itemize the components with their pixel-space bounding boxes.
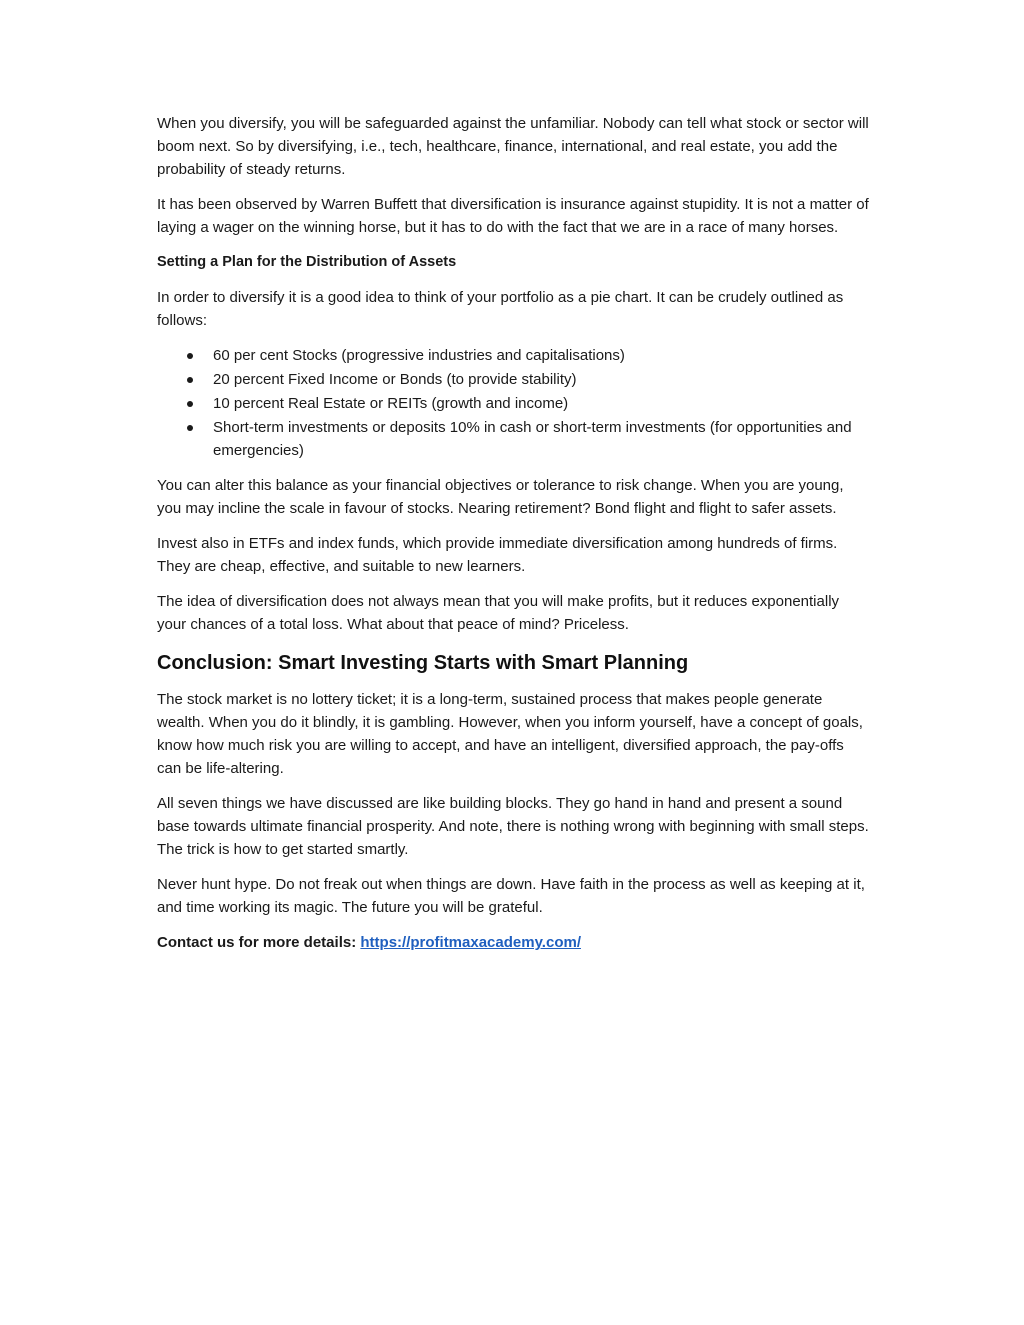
conclusion-heading: Conclusion: Smart Investing Starts with Smart Planning — [157, 652, 689, 674]
conclusion-paragraph-1: The stock market is no lottery ticket; it is a long-term, sustained process that makes people generate wealth. When you do it blindly, it is gambling. However, when you inform yourself, have a concept of goals, know how much risk you are willing to accept, and have an intelligent, diversified approach, the pay-offs can be life-altering. — [157, 691, 863, 777]
section-subheading: Setting a Plan for the Distribution of Assets — [157, 254, 457, 270]
etf-paragraph: Invest also in ETFs and index funds, which provide immediate diversification among hundreds of firms. They are cheap, effective, and suitable to new learners. — [157, 535, 838, 575]
list-item — [213, 344, 869, 367]
list-item-text: 60 per cent Stocks (progressive industries and capitalisations) — [213, 347, 625, 364]
balance-paragraph: You can alter this balance as your financial objectives or tolerance to risk change. When you are young, you may incline the scale in favour of stocks. Nearing retirement? Bond flight and flight to safer assets. — [157, 477, 844, 517]
contact-line — [157, 931, 869, 954]
list-item — [213, 392, 869, 415]
list-item — [213, 368, 869, 391]
contact-link[interactable]: https://profitmaxacademy.com/ — [360, 934, 581, 951]
document-page — [157, 112, 869, 966]
intro-paragraph-1: When you diversify, you will be safeguarded against the unfamiliar. Nobody can tell what stock or sector will boom next. So by diversifying, i.e., tech, healthcare, finance, international, and real estate, you add the probability of steady returns. — [157, 115, 869, 178]
bullet-icon — [187, 425, 193, 431]
contact-label: Contact us for more details: — [157, 934, 361, 951]
list-item-text: Short-term investments or deposits 10% in cash or short-term investments (for opportunities and emergencies) — [213, 419, 852, 459]
bullet-icon — [187, 401, 193, 407]
diversification-paragraph: The idea of diversification does not always mean that you will make profits, but it reduces exponentially your chances of a total loss. What about that peace of mind? Priceless. — [157, 593, 840, 633]
list-item — [213, 416, 869, 462]
intro-paragraph-2: It has been observed by Warren Buffett that diversification is insurance against stupidity. It is not a matter of laying a wager on the winning horse, but it has to do with the fact that we are in a race of many horses. — [157, 196, 869, 236]
bullet-icon — [187, 353, 193, 359]
conclusion-paragraph-2: All seven things we have discussed are like building blocks. They go hand in hand and present a sound base towards ultimate financial prosperity. And note, there is nothing wrong with beginning with small steps. The trick is how to get started smartly. — [157, 795, 869, 858]
bullet-icon — [187, 377, 193, 383]
list-item-text: 20 percent Fixed Income or Bonds (to provide stability) — [213, 371, 577, 388]
plan-intro-paragraph: In order to diversify it is a good idea to think of your portfolio as a pie chart. It can be crudely outlined as follows: — [157, 289, 844, 329]
list-item-text: 10 percent Real Estate or REITs (growth and income) — [213, 395, 569, 412]
conclusion-paragraph-3: Never hunt hype. Do not freak out when things are down. Have faith in the process as well as keeping at it, and time working its magic. The future you will be grateful. — [157, 876, 865, 916]
allocation-list — [157, 344, 869, 462]
